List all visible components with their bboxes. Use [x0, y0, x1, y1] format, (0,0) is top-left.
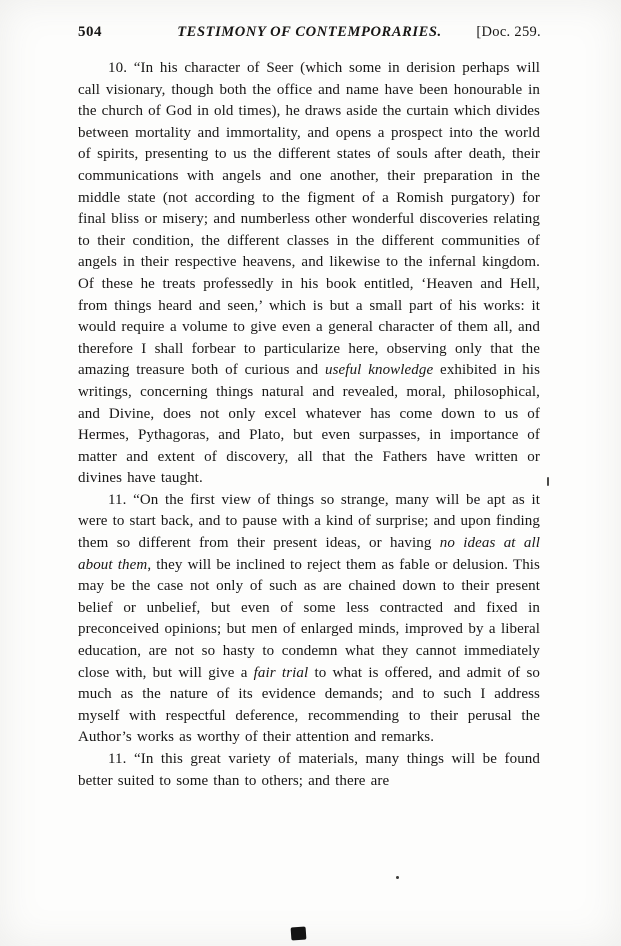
body-text: exhibited in his writings, concerning things natural and revealed, moral, philosophical, and Divine, does not only excel whatever has come down to us of Hermes, Pythagoras, and Plato, but even surpasses, in importance of matter and extent of discovery, all that the Fathers have written or divines have taught. — [78, 362, 541, 487]
scan-artifact — [291, 926, 307, 940]
paragraph-10 — [78, 58, 540, 490]
scan-speck — [547, 477, 549, 486]
page-body — [78, 58, 540, 792]
page-number: 504 — [78, 24, 102, 40]
body-text: 11. “On the first view of things so strange, many will be apt as it were to start back, and to pause with a kind of surprise; and upon finding them so different from their present ideas, or having — [78, 491, 541, 552]
running-head — [78, 24, 541, 46]
body-text: to what is offered, and admit of so much as the nature of its evidence demands; and to such I address myself with respectful deference, recommending to their perusal the Author’s works as worthy of their attention and remarks. — [78, 664, 540, 746]
paragraph-11-first — [78, 490, 540, 749]
italic-text: no ideas at all about them — [78, 535, 540, 573]
italic-text: fair trial — [253, 664, 309, 681]
italic-text: useful knowledge — [325, 362, 434, 379]
body-text: 10. “In his character of Seer (which some in derision perhaps will call visionary, though both the office and name have been honourable in the church of God in old times), he draws aside the curtain which divides between mortality and immortality, and opens a prospect into the world of spirits, presenting to us the different states of souls after death, their communications with angels and one another, their preparation in the middle state (not according to the figment of a Romish purgatory) for final bliss or misery; and numberless other wonderful discoveries relating to their condition, the different classes in the different communities of angels in their respective heavens, and likewise to the infernal kingdom. Of these he treats professedly in his book entitled, ‘Heaven and Hell, from things heard and seen,’ which is but a small part of his works: it would require a volume to give even a general character of them all, and therefore I shall forbear to particularize here, observing only that the amazing treasure both of curious and — [78, 60, 540, 379]
running-head-title: TESTIMONY OF CONTEMPORARIES. — [177, 24, 442, 40]
body-text: , they will be inclined to reject them as fable or delusion. This may be the case not only of such as are chained down to their present belief or unbelief, but even of some less contracted and fixed in preconceived opinions; but men of enlarged minds, improved by a liberal education, are not so hasty to condemn what they cannot immediately close with, but will give a — [78, 556, 540, 681]
paragraph-11-second — [78, 749, 540, 792]
body-text: 11. “In this great variety of materials, many things will be found better suited to some than to others; and there are — [78, 751, 540, 789]
doc-reference: [Doc. 259. — [476, 24, 541, 40]
scan-dot — [396, 876, 399, 879]
